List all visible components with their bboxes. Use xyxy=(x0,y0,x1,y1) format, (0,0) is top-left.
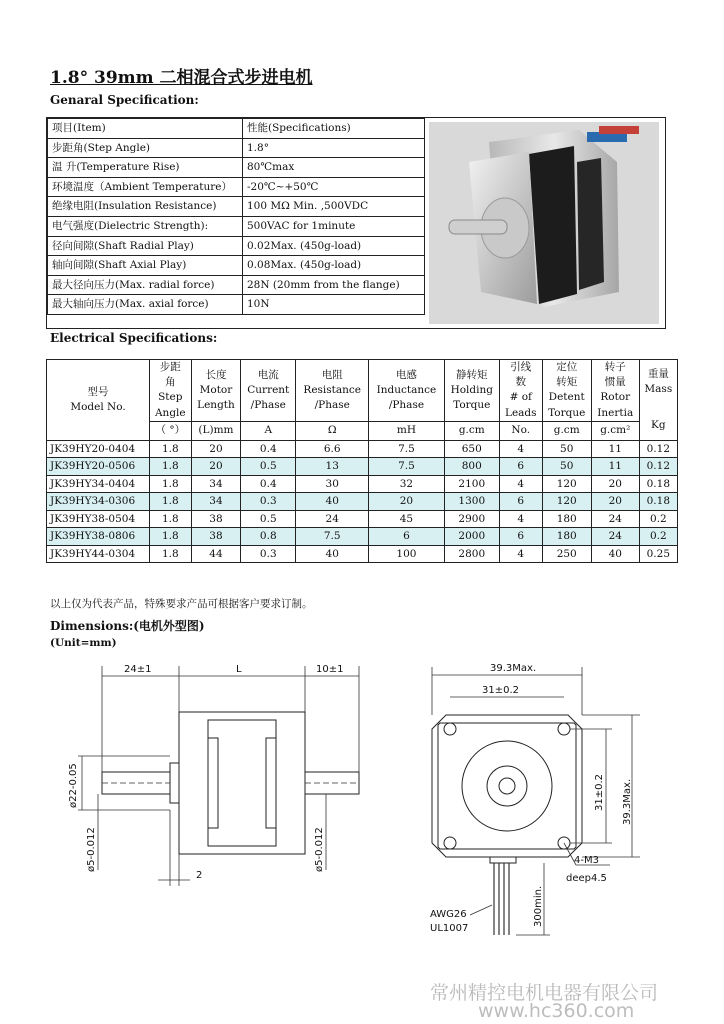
column-header-line: Motor xyxy=(199,383,233,396)
value-cell: 0.8 xyxy=(241,528,296,546)
hole-pitch-v-label: 31±0.2 xyxy=(594,773,605,811)
value-cell: 0.18 xyxy=(639,475,677,493)
value-cell: 38 xyxy=(191,510,241,528)
general-spec-row xyxy=(48,236,425,256)
wire-gauge-label: AWG26 xyxy=(430,909,467,920)
general-spec-panel xyxy=(46,117,666,329)
column-header xyxy=(191,360,241,422)
general-spec-row xyxy=(48,275,425,295)
value-cell: 34 xyxy=(191,493,241,511)
column-header-line: 数 xyxy=(515,376,526,389)
spec-value-cell: -20℃~+50℃ xyxy=(243,177,425,197)
rear-length-label: 10±1 xyxy=(316,664,344,675)
column-header-line: Holding xyxy=(450,383,493,396)
general-spec-row xyxy=(48,295,425,315)
column-header xyxy=(369,360,444,422)
value-cell: 34 xyxy=(191,475,241,493)
value-cell: 20 xyxy=(191,458,241,476)
column-header-line: 长度 xyxy=(205,368,227,381)
value-cell: 40 xyxy=(591,545,639,563)
column-header-line: 惯量 xyxy=(604,376,626,389)
column-header-line: Length xyxy=(197,399,235,412)
value-cell: 6.6 xyxy=(296,440,369,458)
value-cell: 1.8 xyxy=(150,510,192,528)
motor-photo xyxy=(429,122,659,324)
spec-value-cell: 500VAC for 1minute xyxy=(243,216,425,236)
value-cell: 0.12 xyxy=(639,458,677,476)
column-header-line: Model No. xyxy=(70,400,126,413)
value-cell: 4 xyxy=(499,475,542,493)
column-header-line: Leads xyxy=(504,406,537,419)
column-header-line: 角 xyxy=(165,376,176,389)
column-header-line: 转矩 xyxy=(556,376,578,389)
custom-order-note: 以上仅为代表产品，特殊要求产品可根据客户要求订制。 xyxy=(50,598,313,610)
value-cell: 0.5 xyxy=(241,510,296,528)
column-header-line: Rotor xyxy=(600,391,631,404)
spec-value-cell: 0.02Max. (450g-load) xyxy=(243,236,425,256)
column-header-line: 定位 xyxy=(556,361,578,373)
value-cell: 6 xyxy=(499,458,542,476)
value-cell: 2000 xyxy=(444,528,499,546)
column-unit: g.cm² xyxy=(591,421,639,440)
value-cell: 7.5 xyxy=(369,458,444,476)
general-spec-row xyxy=(48,158,425,178)
column-header xyxy=(591,360,639,422)
front-view-drawing xyxy=(400,655,660,945)
lead-length-label: 300min. xyxy=(533,885,544,927)
value-cell: 0.2 xyxy=(639,510,677,528)
value-cell: 24 xyxy=(591,528,639,546)
value-cell: 24 xyxy=(296,510,369,528)
column-header-line: 步距 xyxy=(159,361,181,373)
rear-shaft-diameter-label: ø5-0.012 xyxy=(314,827,325,872)
page-title: 1.8° 39mm 二相混合式步进电机 xyxy=(50,68,313,88)
value-cell: 24 xyxy=(591,510,639,528)
general-spec-row xyxy=(48,138,425,158)
column-header-line: 电感 xyxy=(395,368,417,381)
column-header-line: Mass xyxy=(644,383,673,396)
value-cell: 6 xyxy=(499,528,542,546)
column-header-line: 电流 xyxy=(257,368,279,381)
column-header-line: Torque xyxy=(453,399,491,412)
column-header-line: /Phase xyxy=(250,399,286,412)
column-header-line: 型号 xyxy=(87,385,109,398)
model-cell: JK39HY34-0404 xyxy=(47,475,150,493)
table-row xyxy=(47,528,678,546)
dimensions-unit: (Unit=mm) xyxy=(50,637,117,649)
holes-label: 4-M3 xyxy=(574,855,599,866)
value-cell: 2800 xyxy=(444,545,499,563)
general-spec-row xyxy=(48,197,425,217)
general-spec-row xyxy=(48,216,425,236)
spec-value-cell: 80℃max xyxy=(243,158,425,178)
electrical-spec-table xyxy=(46,359,678,563)
column-unit: A xyxy=(241,421,296,440)
value-cell: 1.8 xyxy=(150,440,192,458)
spec-name-cell: 环境温度（Ambient Temperature） xyxy=(48,177,243,197)
value-cell: 50 xyxy=(542,458,591,476)
column-header-line: /Phase xyxy=(388,399,425,412)
value-cell: 1.8 xyxy=(150,545,192,563)
value-cell: 32 xyxy=(369,475,444,493)
value-cell: 250 xyxy=(542,545,591,563)
general-spec-heading: Genaral Specification: xyxy=(50,93,199,107)
value-cell: 40 xyxy=(296,493,369,511)
table-row xyxy=(47,493,678,511)
spec-value-cell: 0.08Max. (450g-load) xyxy=(243,256,425,276)
spec-name-cell: 步距角(Step Angle) xyxy=(48,138,243,158)
column-header xyxy=(296,360,369,422)
value-cell: 180 xyxy=(542,528,591,546)
value-cell: 11 xyxy=(591,458,639,476)
column-header-line: /Phase xyxy=(314,399,350,412)
front-width-label: 39.3Max. xyxy=(490,663,537,674)
dimensions-heading: Dimensions:(电机外型图) xyxy=(50,619,205,633)
value-cell: 650 xyxy=(444,440,499,458)
value-cell: 0.12 xyxy=(639,440,677,458)
body-length-label: L xyxy=(236,664,242,675)
value-cell: 1.8 xyxy=(150,493,192,511)
value-cell: 0.4 xyxy=(241,440,296,458)
value-cell: 180 xyxy=(542,510,591,528)
general-spec-row xyxy=(48,256,425,276)
mass-unit: Kg xyxy=(651,418,666,431)
spec-name-cell: 最大径向压力(Max. radial force) xyxy=(48,275,243,295)
value-cell: 7.5 xyxy=(369,440,444,458)
spec-name-cell: 轴向间隙(Shaft Axial Play) xyxy=(48,256,243,276)
column-header-line: 电阻 xyxy=(321,368,343,381)
column-unit: No. xyxy=(499,421,542,440)
column-unit: Ω xyxy=(296,421,369,440)
spec-value-cell: 10N xyxy=(243,295,425,315)
column-header-line: Resistance xyxy=(303,383,362,396)
spec-name-cell: 项目(Item) xyxy=(48,119,243,139)
column-header xyxy=(444,360,499,422)
general-spec-row xyxy=(48,119,425,139)
model-cell: JK39HY38-0806 xyxy=(47,528,150,546)
column-unit: g.cm xyxy=(444,421,499,440)
value-cell: 100 xyxy=(369,545,444,563)
value-cell: 0.3 xyxy=(241,545,296,563)
column-header xyxy=(639,360,677,441)
spec-value-cell: 100 MΩ Min. ,500VDC xyxy=(243,197,425,217)
value-cell: 0.25 xyxy=(639,545,677,563)
general-spec-row xyxy=(48,177,425,197)
step-label: 2 xyxy=(196,870,203,881)
spec-value-cell: 性能(Specifications) xyxy=(243,119,425,139)
spec-name-cell: 最大轴向压力(Max. axial force) xyxy=(48,295,243,315)
column-header-line: Detent xyxy=(548,391,585,404)
shaft-length-label: 24±1 xyxy=(124,664,152,675)
spec-value-cell: 28N (20mm from the flange) xyxy=(243,275,425,295)
value-cell: 4 xyxy=(499,510,542,528)
value-cell: 4 xyxy=(499,545,542,563)
value-cell: 2100 xyxy=(444,475,499,493)
table-row xyxy=(47,545,678,563)
column-header xyxy=(499,360,542,422)
model-cell: JK39HY34-0306 xyxy=(47,493,150,511)
watermark-company: 常州精控电机电器有限公司 xyxy=(430,982,659,1004)
watermark-url: www.hc360.com xyxy=(478,1000,635,1022)
value-cell: 1.8 xyxy=(150,528,192,546)
value-cell: 4 xyxy=(499,440,542,458)
table-row xyxy=(47,510,678,528)
table-header-row xyxy=(47,360,678,422)
model-cell: JK39HY44-0304 xyxy=(47,545,150,563)
column-unit: g.cm xyxy=(542,421,591,440)
column-unit: mH xyxy=(369,421,444,440)
value-cell: 45 xyxy=(369,510,444,528)
spec-value-cell: 1.8° xyxy=(243,138,425,158)
value-cell: 20 xyxy=(369,493,444,511)
value-cell: 1300 xyxy=(444,493,499,511)
value-cell: 2900 xyxy=(444,510,499,528)
column-header-line: Current xyxy=(247,383,290,396)
front-height-label: 39.3Max. xyxy=(622,778,633,825)
column-header xyxy=(150,360,192,422)
column-header xyxy=(241,360,296,422)
value-cell: 50 xyxy=(542,440,591,458)
hole-depth-label: deep4.5 xyxy=(566,873,607,884)
table-row xyxy=(47,440,678,458)
column-header-line: 引线 xyxy=(510,361,532,373)
value-cell: 30 xyxy=(296,475,369,493)
value-cell: 800 xyxy=(444,458,499,476)
value-cell: 20 xyxy=(191,440,241,458)
spec-name-cell: 径向间隙(Shaft Radial Play) xyxy=(48,236,243,256)
value-cell: 11 xyxy=(591,440,639,458)
model-cell: JK39HY38-0504 xyxy=(47,510,150,528)
column-header-line: Inertia xyxy=(597,406,634,419)
wire-standard-label: UL1007 xyxy=(430,923,469,934)
value-cell: 44 xyxy=(191,545,241,563)
value-cell: 0.3 xyxy=(241,493,296,511)
column-header-line: 转子 xyxy=(604,361,626,373)
model-cell: JK39HY20-0506 xyxy=(47,458,150,476)
value-cell: 1.8 xyxy=(150,458,192,476)
model-cell: JK39HY20-0404 xyxy=(47,440,150,458)
value-cell: 120 xyxy=(542,475,591,493)
column-header-line: Angle xyxy=(154,406,186,419)
column-header-line: Inductance xyxy=(376,383,437,396)
value-cell: 13 xyxy=(296,458,369,476)
value-cell: 20 xyxy=(591,475,639,493)
column-header-line: # of xyxy=(509,391,532,404)
table-row xyxy=(47,458,678,476)
column-header-line: Step xyxy=(158,391,183,404)
table-row xyxy=(47,475,678,493)
hole-pitch-label: 31±0.2 xyxy=(482,685,520,696)
side-view-drawing xyxy=(58,660,378,900)
column-header-line: Torque xyxy=(548,406,586,419)
value-cell: 0.18 xyxy=(639,493,677,511)
general-spec-table xyxy=(47,118,425,315)
shaft-diameter-label: ø5-0.012 xyxy=(86,827,97,872)
value-cell: 7.5 xyxy=(296,528,369,546)
spec-name-cell: 温 升(Temperature Rise) xyxy=(48,158,243,178)
value-cell: 1.8 xyxy=(150,475,192,493)
column-header-line: 重量 xyxy=(647,368,669,381)
column-header xyxy=(47,360,150,441)
value-cell: 120 xyxy=(542,493,591,511)
column-header xyxy=(542,360,591,422)
column-unit: （ °） xyxy=(150,421,192,440)
value-cell: 38 xyxy=(191,528,241,546)
value-cell: 6 xyxy=(499,493,542,511)
value-cell: 6 xyxy=(369,528,444,546)
value-cell: 40 xyxy=(296,545,369,563)
column-unit: (L)mm xyxy=(191,421,241,440)
boss-diameter-label: ø22-0.05 xyxy=(68,763,79,808)
column-header-line: 静转矩 xyxy=(456,368,488,381)
electrical-spec-heading: Electrical Specifications: xyxy=(50,331,218,345)
value-cell: 0.5 xyxy=(241,458,296,476)
value-cell: 20 xyxy=(591,493,639,511)
value-cell: 0.2 xyxy=(639,528,677,546)
spec-name-cell: 绝缘电阻(Insulation Resistance) xyxy=(48,197,243,217)
spec-name-cell: 电气强度(Dielectric Strength): xyxy=(48,216,243,236)
value-cell: 0.4 xyxy=(241,475,296,493)
